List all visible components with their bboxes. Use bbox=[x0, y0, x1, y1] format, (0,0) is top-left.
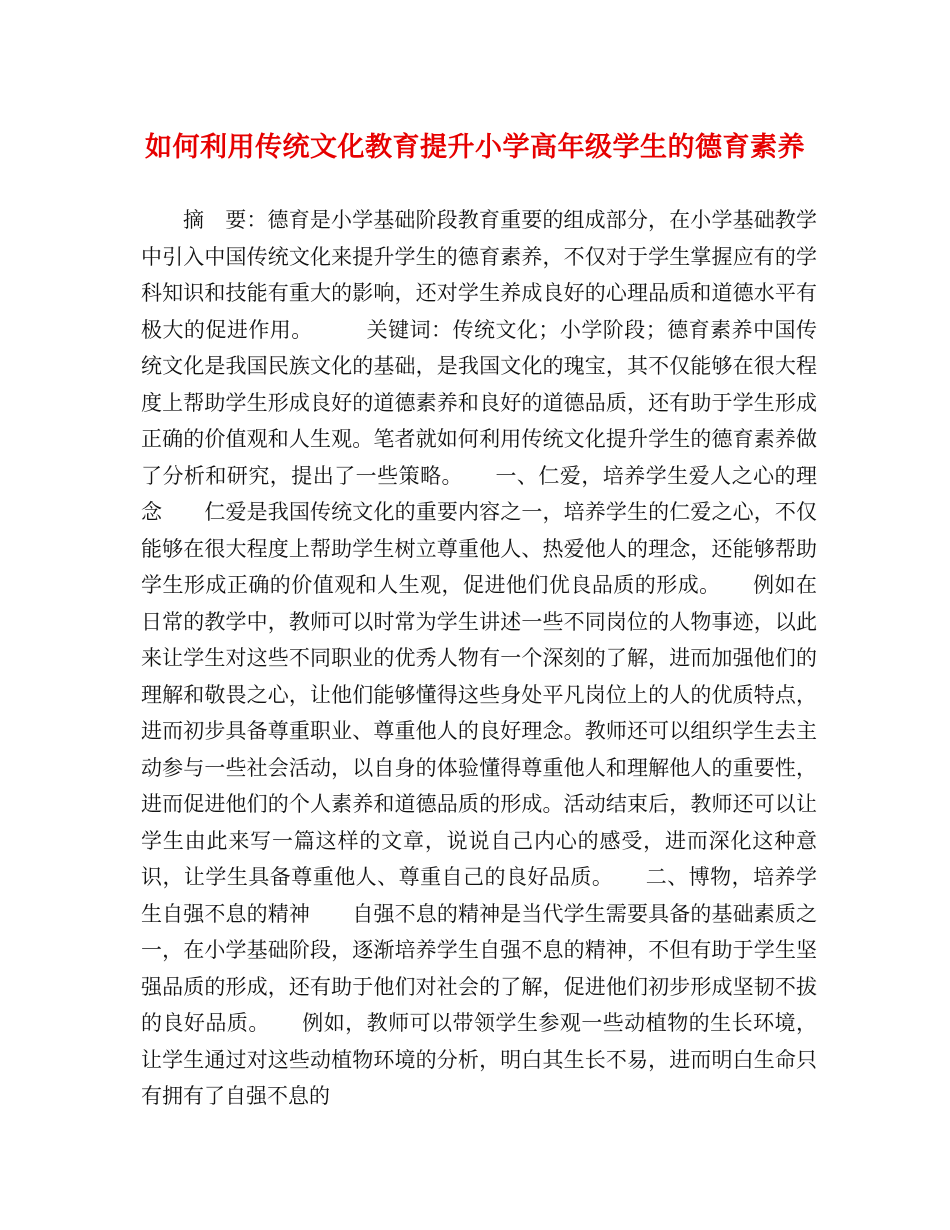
gap-spacer bbox=[710, 573, 753, 597]
gap-spacer bbox=[259, 1011, 302, 1035]
section-2-paragraph-2: 例如，教师可以带领学生参观一些动植物的生长环境，让学生通过对这些动植物环境的分析，明白其生长不易，进而明白生命只有拥有了自强不息的 bbox=[141, 1011, 818, 1108]
gap-spacer bbox=[603, 865, 646, 889]
section-heading-1: 一、仁爱，培养学生爱人之心的理念 bbox=[141, 463, 818, 524]
gap-spacer bbox=[310, 902, 352, 926]
abstract-text: 摘 要：德育是小学基础阶段教育重要的组成部分，在小学基础教学中引入中国传统文化来提升学生的德育素养，不仅对于学生掌握应有的学科知识和技能有重大的影响，还对学生养成良好的心理品质和道德水平有极大的促进作用。 bbox=[141, 208, 817, 342]
gap-spacer bbox=[162, 500, 204, 524]
section-1-paragraph-2: 例如在日常的教学中，教师可以时常为学生讲述一些不同岗位的人物事迹，以此来让学生对这些不同职业的优秀人物有一个深刻的了解，进而加强他们的理解和敬畏之心，让他们能够懂得这些身处平凡岗位上的人的优质特点，进而初步具备尊重职业、尊重他人的良好理念。教师还可以组织学生去主动参与一些社会活动，以自身的体验懂得尊重他人和理解他人的重要性，进而促进他们的个人素养和道德品质的形成。活动结束后，教师还可以让学生由此来写一篇这样的文章，说说自己内心的感受，进而深化这种意识，让学生具备尊重他人、尊重自己的良好品质。 bbox=[141, 573, 818, 889]
document-body bbox=[141, 202, 817, 1115]
gap-spacer bbox=[302, 318, 366, 342]
gap-spacer bbox=[453, 464, 496, 488]
section-heading-2: 二、博物，培养学生自强不息的精神 bbox=[141, 865, 818, 926]
keywords-and-intro-text: 关键词：传统文化；小学阶段；德育素养中国传统文化是我国民族文化的基础，是我国文化的瑰宝，其不仅能够在很大程度上帮助学生形成良好的道德素养和良好的道德品质，还有助于学生形成正确的价值观和人生观。笔者就如何利用传统文化提升学生的德育素养做了分析和研究，提出了一些策略。 bbox=[141, 317, 818, 488]
section-1-paragraph-1: 仁爱是我国传统文化的重要内容之一，培养学生的仁爱之心，不仅能够在很大程度上帮助学生树立尊重他人、热爱他人的理念，还能够帮助学生形成正确的价值观和人生观，促进他们优良品质的形成。 bbox=[141, 500, 818, 597]
section-2-paragraph-1: 自强不息的精神是当代学生需要具备的基础素质之一，在小学基础阶段，逐渐培养学生自强不息的精神，不但有助于学生坚强品质的形成，还有助于他们对社会的了解，促进他们初步形成坚韧不拔的良好品质。 bbox=[141, 901, 818, 1035]
document-title: 如何利用传统文化教育提升小学高年级学生的德育素养 bbox=[145, 132, 805, 163]
